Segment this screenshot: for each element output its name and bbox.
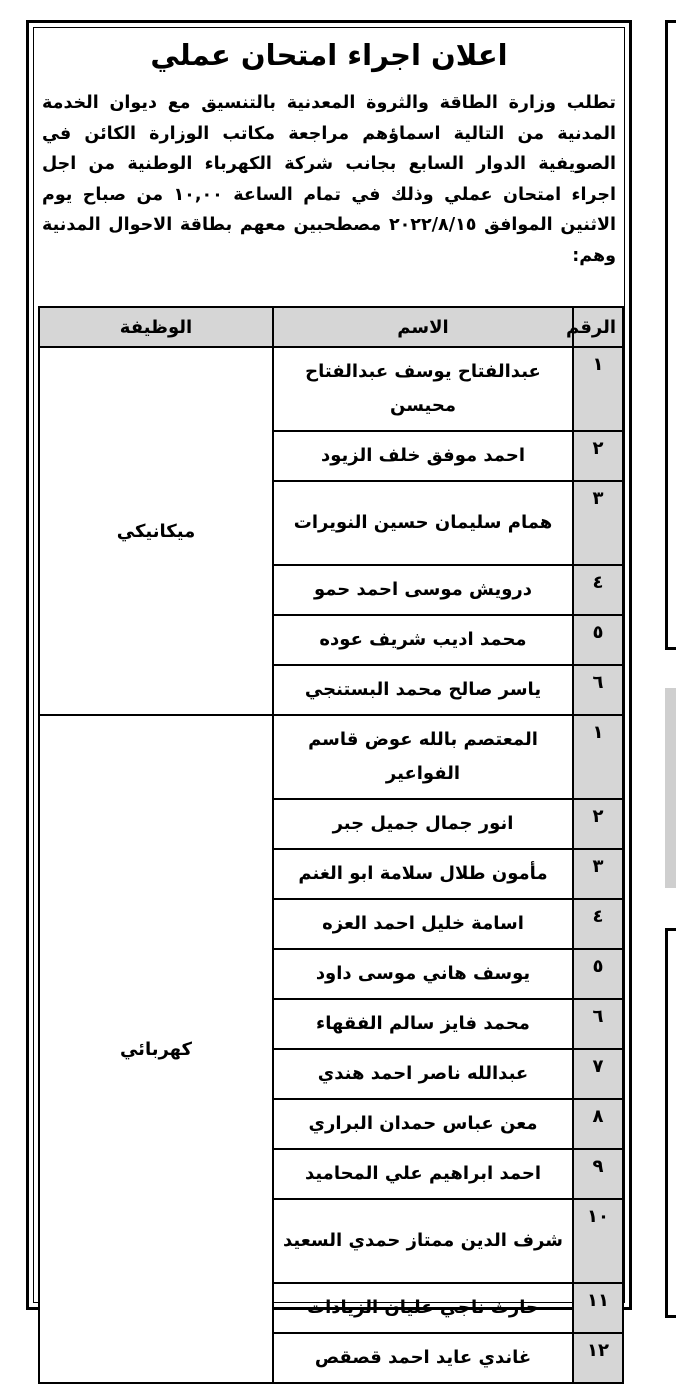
row-name: المعتصم بالله عوض قاسم الفواعير [273,715,573,799]
row-number: ٦ [573,665,623,715]
header-number: الرقم [573,307,623,347]
notice-frame [26,20,632,1368]
row-name: همام سليمان حسين النويرات [273,481,573,565]
row-name: ياسر صالح محمد البستنجي [273,665,573,715]
job-cell-mechanic: ميكانيكي [39,347,273,715]
row-name: معن عباس حمدان البراري [273,1099,573,1149]
row-number: ١٢ [573,1333,623,1383]
candidates-table [38,306,624,1384]
row-name: درويش موسى احمد حمو [273,565,573,615]
notice-body [42,88,616,271]
row-number: ٥ [573,615,623,665]
header-name: الاسم [273,307,573,347]
job-cell-electrician: كهربائي [39,715,273,1383]
row-name: حارث ناجي عليان الزيادات [273,1283,573,1333]
notice-inner-border [33,27,625,1368]
row-name: شرف الدين ممتاز حمدي السعيد [273,1199,573,1283]
row-number: ٤ [573,899,623,949]
row-name: يوسف هاني موسى داود [273,949,573,999]
row-number: ٤ [573,565,623,615]
row-name: احمد ابراهيم علي المحاميد [273,1149,573,1199]
adjacent-page-box-bottom [665,928,676,1318]
row-name: مأمون طلال سلامة ابو الغنم [273,849,573,899]
row-number: ٥ [573,949,623,999]
table-header-row [39,307,623,347]
table-row [39,715,623,799]
row-name: محمد اديب شريف عوده [273,615,573,665]
adjacent-page-gray-block [665,688,676,888]
row-number: ١٠ [573,1199,623,1283]
row-number: ٣ [573,849,623,899]
row-number: ١١ [573,1283,623,1333]
row-name: احمد موفق خلف الزيود [273,431,573,481]
row-name: محمد فايز سالم الفقهاء [273,999,573,1049]
row-name: اسامة خليل احمد العزه [273,899,573,949]
row-name: انور جمال جميل جبر [273,799,573,849]
row-name: عبدالفتاح يوسف عبدالفتاح محيسن [273,347,573,431]
row-number: ٩ [573,1149,623,1199]
row-number: ٨ [573,1099,623,1149]
table-row [39,347,623,431]
row-number: ٧ [573,1049,623,1099]
notice-paragraph: تطلب وزارة الطاقة والثروة المعدنية بالتنسيق مع ديوان الخدمة المدنية من التالية اسماؤهم مراجعة مكاتب الوزارة الكائن في الصويفية الدوار السابع بجانب شركة الكهرباء الوطنية من اجل اجراء امتحان عملي وذلك في تمام الساعة ١٠,٠٠ من صباح يوم الاثنين الموافق ٢٠٢٢/٨/١٥ مصطحبين معهم بطاقة الاحوال المدنية وهم: [42,93,616,266]
row-name: عبدالله ناصر احمد هندي [273,1049,573,1099]
row-number: ١ [573,715,623,799]
row-name: غاندي عايد احمد قصقص [273,1333,573,1383]
adjacent-page-box-top [665,20,676,650]
header-job: الوظيفة [39,307,273,347]
row-number: ٢ [573,799,623,849]
row-number: ٣ [573,481,623,565]
row-number: ٢ [573,431,623,481]
row-number: ٦ [573,999,623,1049]
row-number: ١ [573,347,623,431]
notice-title: اعلان اجراء امتحان عملي [150,38,508,72]
